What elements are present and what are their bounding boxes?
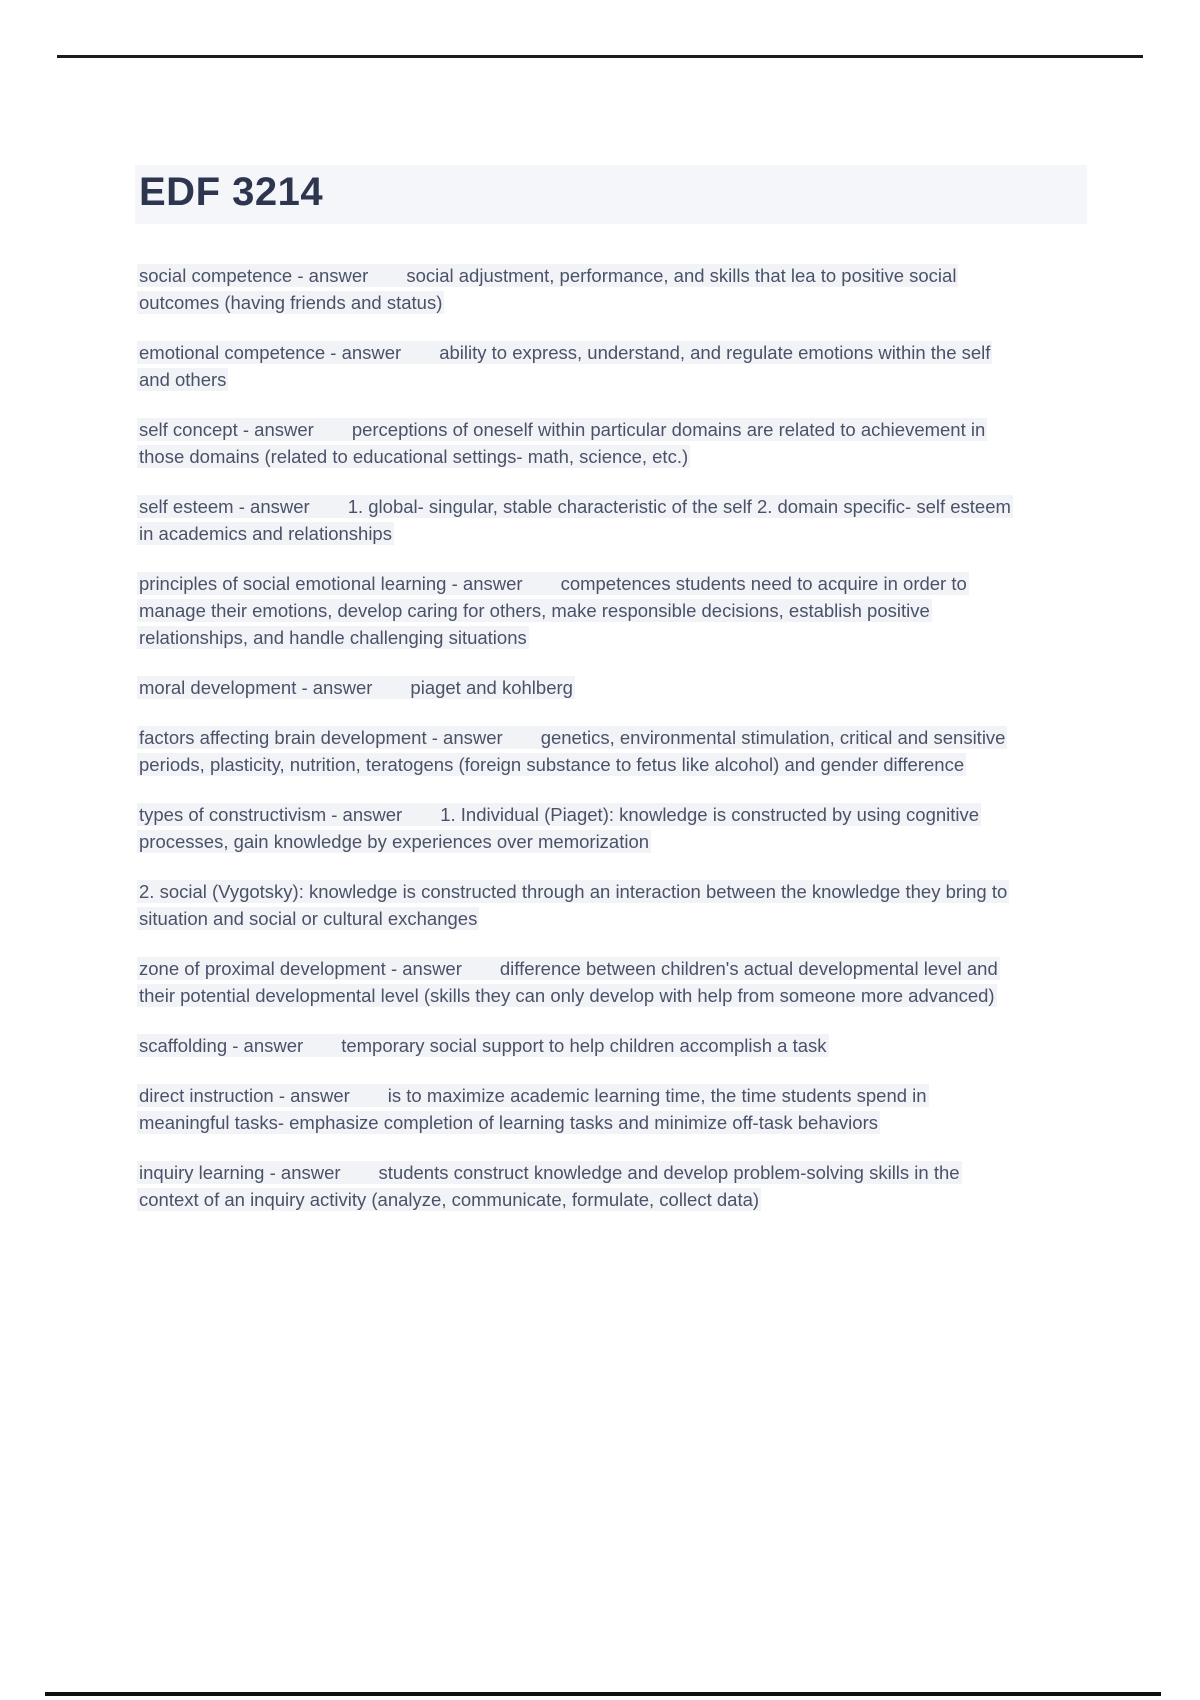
highlighted-text	[137, 1084, 929, 1134]
term-label: social competence - answer	[139, 265, 369, 286]
term-label: zone of proximal development - answer	[139, 958, 462, 979]
definition-text: temporary social support to help children accomplish a task	[341, 1035, 827, 1056]
term-label: scaffolding - answer	[139, 1035, 304, 1056]
definition-text: genetics, environmental stimulation, critical and sensitive periods, plasticity, nutrition, teratogens (foreign substance to fetus like alcohol) and gender difference	[139, 727, 1006, 775]
definition-text: social adjustment, performance, and skills that lea to positive social outcomes (having friends and status)	[139, 265, 957, 313]
term-entry	[137, 1032, 1017, 1059]
highlighted-text	[137, 957, 1000, 1007]
highlighted-text	[137, 880, 1009, 930]
term-entry	[137, 570, 1017, 651]
definition-text: is to maximize academic learning time, the time students spend in meaningful tasks- emphasize completion of learning tasks and minimize off-task behaviors	[139, 1085, 927, 1133]
term-entry	[137, 878, 1017, 932]
term-label: principles of social emotional learning - answer	[139, 573, 523, 594]
term-label: direct instruction - answer	[139, 1085, 350, 1106]
bottom-horizontal-rule	[45, 1692, 1161, 1696]
term-entry	[137, 339, 1017, 393]
term-entry	[137, 416, 1017, 470]
term-label: self concept - answer	[139, 419, 314, 440]
term-label: moral development - answer	[139, 677, 373, 698]
highlighted-text	[137, 341, 992, 391]
term-entry	[137, 955, 1017, 1009]
term-entry	[137, 724, 1017, 778]
definition-text: 1. Individual (Piaget): knowledge is constructed by using cognitive processes, gain knowledge by experiences over memorization	[139, 804, 980, 852]
definition-text: students construct knowledge and develop problem-solving skills in the context of an inquiry activity (analyze, communicate, formulate, collect data)	[139, 1162, 960, 1210]
definition-text: piaget and kohlberg	[410, 677, 573, 698]
term-label: factors affecting brain development - answer	[139, 727, 503, 748]
page-title: EDF 3214	[135, 165, 1087, 224]
term-label: inquiry learning - answer	[139, 1162, 341, 1183]
definition-text: perceptions of oneself within particular domains are related to achievement in those domains (related to educational settings- math, science, etc.)	[139, 419, 986, 467]
highlighted-text	[137, 572, 969, 649]
highlighted-text	[137, 1034, 829, 1057]
highlighted-text	[137, 495, 1013, 545]
definition-text: ability to express, understand, and regulate emotions within the self and others	[139, 342, 991, 390]
entries	[137, 262, 1017, 1236]
term-entry	[137, 674, 1017, 701]
definition-text: competences students need to acquire in order to manage their emotions, develop caring for others, make responsible decisions, establish positive relationships, and handle challenging situations	[139, 573, 967, 648]
highlighted-text	[137, 264, 958, 314]
highlighted-text	[137, 676, 575, 699]
term-label: types of constructivism - answer	[139, 804, 403, 825]
definition-text: difference between children's actual developmental level and their potential developmental level (skills they can only develop with help from someone more advanced)	[139, 958, 998, 1006]
term-entry	[137, 801, 1017, 855]
term-entry	[137, 1082, 1017, 1136]
definition-text: 1. global- singular, stable characteristic of the self 2. domain specific- self esteem in academics and relationships	[139, 496, 1011, 544]
term-label: emotional competence - answer	[139, 342, 402, 363]
definition-text: 2. social (Vygotsky): knowledge is constructed through an interaction between the knowledge they bring to situation and social or cultural exchanges	[139, 881, 1008, 929]
highlighted-text	[137, 418, 987, 468]
term-entry	[137, 493, 1017, 547]
highlighted-text	[137, 803, 981, 853]
top-horizontal-rule	[57, 55, 1143, 58]
term-label: self esteem - answer	[139, 496, 310, 517]
term-entry	[137, 262, 1017, 316]
term-entry	[137, 1159, 1017, 1213]
highlighted-text	[137, 1161, 962, 1211]
highlighted-text	[137, 726, 1007, 776]
